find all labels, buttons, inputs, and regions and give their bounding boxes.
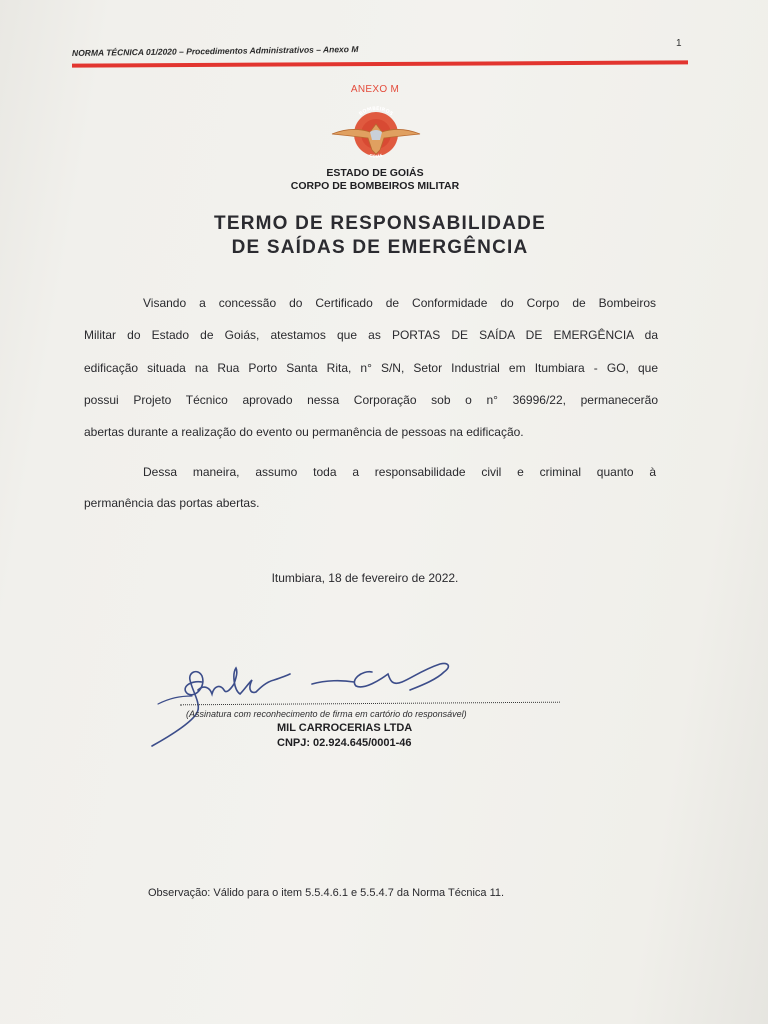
- fire-brigade-emblem-icon: [330, 104, 422, 166]
- state-name: ESTADO DE GOIÁS: [326, 167, 424, 179]
- paragraph1-line: possui Projeto Técnico aprovado nessa Corporação sob o n° 36996/22, permanecerão: [84, 393, 658, 407]
- date-place: Itumbiara, 18 de fevereiro de 2022.: [271, 571, 459, 585]
- paragraph2-line: Dessa maneira, assumo toda a responsabilidade civil e criminal quanto à: [143, 465, 656, 479]
- document-title-line-1: TERMO DE RESPONSABILIDADE: [214, 213, 546, 234]
- document-title-line-2: DE SAÍDAS DE EMERGÊNCIA: [231, 237, 529, 258]
- company-cnpj: CNPJ: 02.924.645/0001-46: [277, 737, 412, 749]
- paragraph1-line: edificação situada na Rua Porto Santa Rita, n° S/N, Setor Industrial em Itumbiara - GO, que: [84, 361, 658, 375]
- paragraph1-line: abertas durante a realização do evento ou permanência de pessoas na edificação.: [84, 425, 524, 439]
- company-name: MIL CARROCERIAS LTDA: [277, 722, 413, 734]
- corps-name: CORPO DE BOMBEIROS MILITAR: [290, 180, 460, 192]
- annex-label: ANEXO M: [350, 84, 400, 95]
- running-header: NORMA TÉCNICA 01/2020 – Procedimentos Administrativos – Anexo M: [71, 44, 359, 58]
- paragraph1-line: Militar do Estado de Goiás, atestamos que as PORTAS DE SAÍDA DE EMERGÊNCIA da: [84, 328, 658, 342]
- page-number: 1: [676, 38, 682, 49]
- emblem-ring-text-top: BOMBEIROS: [357, 105, 395, 118]
- paragraph1-line: Visando a concessão do Certificado de Conformidade do Corpo de Bombeiros: [143, 296, 656, 310]
- paragraph2-line: permanência das portas abertas.: [84, 496, 260, 510]
- emblem-ring-text-bottom: GOIÁS: [368, 152, 384, 159]
- header-rule: [72, 60, 688, 67]
- signature-caption: (Assinatura com reconhecimento de firma em cartório do responsável): [186, 709, 467, 719]
- observation-note: Observação: Válido para o item 5.5.4.6.1 e 5.5.4.7 da Norma Técnica 11.: [148, 887, 505, 899]
